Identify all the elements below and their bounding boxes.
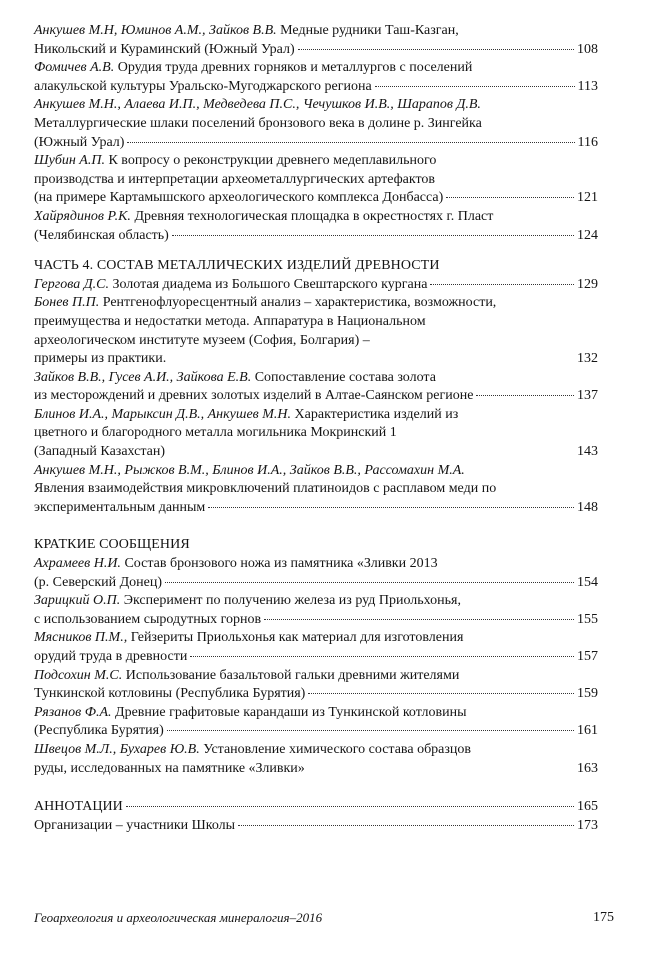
leader-dots <box>430 284 574 285</box>
entry-line <box>34 704 598 723</box>
page-number: 116 <box>577 134 598 150</box>
entry-line-text <box>34 443 165 462</box>
footer-journal-title: Геоархеология и археологическая минералогия–2016 <box>34 910 323 925</box>
entry-authors: Швецов М.Л., Бухарев Ю.В. <box>34 741 200 757</box>
entry-line <box>34 96 598 115</box>
entry-authors: Хайрядинов Р.К. <box>34 208 131 224</box>
entry-title-line: алакульской культуры Уральско-Мугоджарского региона <box>34 78 372 94</box>
section-heading-part-4: ЧАСТЬ 4. СОСТАВ МЕТАЛЛИЧЕСКИХ ИЗДЕЛИЙ ДРЕВНОСТИ <box>34 258 440 274</box>
toc-group-metallurgy <box>34 22 598 245</box>
organizations-label: Организации – участники Школы <box>34 817 236 833</box>
entry-line <box>34 611 598 630</box>
entry-title-line: (р. Северский Донец) <box>34 574 163 590</box>
toc-group-part-4 <box>34 276 598 518</box>
entry-authors: Мясников П.М., <box>34 630 128 646</box>
leader-dots <box>172 235 574 236</box>
entry-title-line: Тункинской котловины (Республика Бурятия) <box>34 686 306 702</box>
entry-line-text <box>34 227 169 246</box>
entry-line <box>34 592 598 611</box>
toc-entry[interactable] <box>34 294 598 368</box>
entry-title-line: Характеристика изделий из <box>294 406 459 422</box>
page-number: 161 <box>577 723 598 739</box>
leader-dots <box>298 49 574 50</box>
toc-entry[interactable] <box>34 276 598 295</box>
toc-entry[interactable] <box>34 555 598 592</box>
entry-title-line: Явления взаимодействия микровключений платиноидов с расплавом меди по <box>34 481 497 497</box>
toc-entry[interactable] <box>34 462 598 518</box>
page-number: 148 <box>577 499 598 515</box>
entry-line <box>34 350 598 369</box>
entry-line <box>34 424 598 443</box>
entry-line-text <box>34 685 305 704</box>
toc-entry[interactable] <box>34 96 598 152</box>
toc-entry[interactable] <box>34 208 598 245</box>
entry-title-line: (Республика Бурятия) <box>34 723 164 739</box>
entry-line-text <box>34 350 166 369</box>
entry-line-text <box>34 648 187 667</box>
entry-line <box>34 462 598 481</box>
leader-dots <box>375 86 575 87</box>
leader-dots <box>127 142 574 143</box>
entry-line-text <box>34 499 205 518</box>
entry-title-line: Рентгенофлуоресцентный анализ – характеристика, возможности, <box>102 295 497 311</box>
entry-line <box>34 189 598 208</box>
entry-line <box>34 369 598 388</box>
toc-entry[interactable] <box>34 152 598 208</box>
leader-dots <box>167 730 574 731</box>
entry-line <box>34 722 598 741</box>
entry-title-line: археологическом институте музеем (София, Болгария) – <box>34 332 370 348</box>
entry-authors: Зайков В.В., Гусев А.И., Зайкова Е.В. <box>34 369 252 385</box>
entry-authors: Ахрамеев Н.И. <box>34 556 121 572</box>
entry-line-text <box>34 189 443 208</box>
entry-line <box>34 574 598 593</box>
entry-line <box>34 332 598 351</box>
entry-title-line: Орудия труда древних горняков и металлургов с поселений <box>117 60 473 76</box>
entry-line <box>34 276 598 295</box>
leader-dots <box>190 656 574 657</box>
entry-line-text <box>34 134 124 153</box>
entry-title-line: Древняя технологическая площадка в окрестностях г. Пласт <box>134 208 494 224</box>
leader-dots <box>126 806 574 807</box>
toc-entry[interactable] <box>34 704 598 741</box>
leader-dots <box>476 395 574 396</box>
entry-title-line: Никольский и Кураминский (Южный Урал) <box>34 41 295 57</box>
entry-title-line: преимущества и недостатки метода. Аппаратура в Национальном <box>34 313 426 329</box>
entry-line-text <box>34 276 427 295</box>
entry-line-text <box>34 722 164 741</box>
footer-page-number: 175 <box>593 910 614 925</box>
entry-line <box>34 741 598 760</box>
page-number: 154 <box>577 574 598 590</box>
entry-line <box>34 78 598 97</box>
entry-authors: Фомичев А.В. <box>34 60 115 76</box>
entry-line <box>34 134 598 153</box>
entry-title-line: К вопросу о реконструкции древнего медеплавильного <box>108 153 437 169</box>
page-number: 132 <box>577 351 598 367</box>
entry-line <box>34 667 598 686</box>
entry-authors: Блинов И.А., Марыксин Д.В., Анкушев М.Н. <box>34 406 292 422</box>
page-number: 137 <box>577 388 598 404</box>
entry-title-line: орудий труда в древности <box>34 649 188 664</box>
entry-title-line: Гейзериты Приольхонья как материал для изготовления <box>130 630 464 646</box>
entry-line <box>34 208 598 227</box>
entry-title-line: с использованием сыродутных горнов <box>34 611 262 627</box>
entry-authors: Рязанов Ф.А. <box>34 704 112 720</box>
toc-entry[interactable] <box>34 406 598 462</box>
entry-line <box>34 22 598 41</box>
entry-line <box>34 760 598 779</box>
annotations-label: АННОТАЦИИ <box>34 799 123 815</box>
entry-line <box>34 387 598 406</box>
page-number: 124 <box>577 227 598 243</box>
entry-authors: Зарицкий О.П. <box>34 593 121 609</box>
entry-title-line: Металлургические шлаки поселений бронзового века в долине р. Зингейка <box>34 115 482 131</box>
entry-line <box>34 648 598 667</box>
entry-authors: Анкушев М.Н., Рыжков В.М., Блинов И.А., Зайков В.В., Рассомахин М.А. <box>34 462 465 478</box>
entry-authors: Анкушев М.Н., Алаева И.П., Медведева П.С., Чечушков И.В., Шарапов Д.В. <box>34 97 481 113</box>
entry-authors: Шубин А.П. <box>34 153 105 169</box>
section-heading-brief-reports: КРАТКИЕ СООБЩЕНИЯ <box>34 537 190 553</box>
toc-entry[interactable] <box>34 22 598 59</box>
page-number: 163 <box>577 760 598 776</box>
toc-entry[interactable] <box>34 59 598 96</box>
entry-line <box>34 443 598 462</box>
toc-group-brief-reports <box>34 555 598 778</box>
entry-line <box>34 59 598 78</box>
entry-line-text <box>34 387 473 406</box>
leader-dots <box>446 197 574 198</box>
entry-title-line: цветного и благородного металла могильника Мокринский 1 <box>34 425 397 441</box>
entry-title-line: Установление химического состава образцов <box>203 741 472 757</box>
entry-line <box>34 227 598 246</box>
leader-dots <box>238 825 574 826</box>
entry-line <box>34 406 598 425</box>
toc-entry[interactable] <box>34 592 598 629</box>
page-number: 143 <box>577 444 598 460</box>
entry-line <box>34 499 598 518</box>
toc-entry[interactable] <box>34 629 598 666</box>
page-number: 129 <box>577 276 598 292</box>
toc-entry[interactable] <box>34 369 598 406</box>
toc-entry-organizations[interactable] <box>34 817 598 836</box>
entry-title-line: (Южный Урал) <box>34 134 125 150</box>
toc-entry[interactable] <box>34 741 598 778</box>
entry-title-line: (Западный Казахстан) <box>34 444 166 460</box>
page-number: 173 <box>577 817 598 833</box>
entry-title-line: руды, исследованных на памятнике «Зливки» <box>34 760 305 776</box>
entry-line-text <box>34 760 305 779</box>
entry-line-text <box>34 78 372 97</box>
entry-line <box>34 629 598 648</box>
entry-title-line: Медные рудники Таш-Казган, <box>280 23 459 38</box>
entry-authors: Бонев П.П. <box>34 295 100 311</box>
entry-line <box>34 152 598 171</box>
table-of-contents <box>34 22 598 835</box>
page-number: 159 <box>577 686 598 702</box>
entry-line <box>34 171 598 190</box>
page-number: 157 <box>577 649 598 664</box>
toc-entry-annotations[interactable] <box>34 798 598 835</box>
page-number: 165 <box>577 799 598 815</box>
entry-line-text <box>34 41 295 60</box>
entry-authors: Подсохин М.С. <box>34 667 123 683</box>
entry-authors: Анкушев М.Н, Юминов А.М., Зайков В.В. <box>34 23 277 38</box>
entry-title-line: (Челябинская область) <box>34 227 169 243</box>
entry-line <box>34 685 598 704</box>
leader-dots <box>208 507 574 508</box>
page-footer <box>34 910 614 926</box>
page-number: 155 <box>577 611 598 627</box>
entry-title-line: Золотая диадема из Большого Свештарского кургана <box>112 276 428 292</box>
entry-title-line: Использование базальтовой гальки древними жителями <box>125 667 460 683</box>
page-number: 113 <box>577 78 598 94</box>
entry-line-text <box>34 574 162 593</box>
entry-line <box>34 480 598 499</box>
leader-dots <box>264 619 574 620</box>
page-number: 108 <box>577 41 598 57</box>
entry-line <box>34 555 598 574</box>
page-number: 121 <box>577 190 598 206</box>
entry-title-line: Состав бронзового ножа из памятника «Зливки 2013 <box>124 556 438 572</box>
entry-title-line: из месторождений и древних золотых изделий в Алтае-Саянском регионе <box>34 388 474 404</box>
entry-authors: Гергова Д.С. <box>34 276 109 292</box>
entry-title-line: Древние графитовые карандаши из Тункинской котловины <box>115 704 467 720</box>
entry-title-line: экспериментальным данным <box>34 499 206 515</box>
leader-dots <box>165 582 574 583</box>
entry-title-line: производства и интерпретации археометаллургических артефактов <box>34 171 436 187</box>
entry-line <box>34 313 598 332</box>
entry-line <box>34 115 598 134</box>
entry-line-text <box>34 611 261 630</box>
entry-title-line: Сопоставление состава золота <box>254 369 436 385</box>
entry-title-line: (на примере Картамышского археологического комплекса Донбасса) <box>34 190 444 206</box>
leader-dots <box>308 693 574 694</box>
entry-title-line: Эксперимент по получению железа из руд Приольхонья, <box>123 593 461 609</box>
entry-title-line: примеры из практики. <box>34 351 167 367</box>
toc-entry[interactable] <box>34 667 598 704</box>
entry-line <box>34 41 598 60</box>
entry-line <box>34 294 598 313</box>
